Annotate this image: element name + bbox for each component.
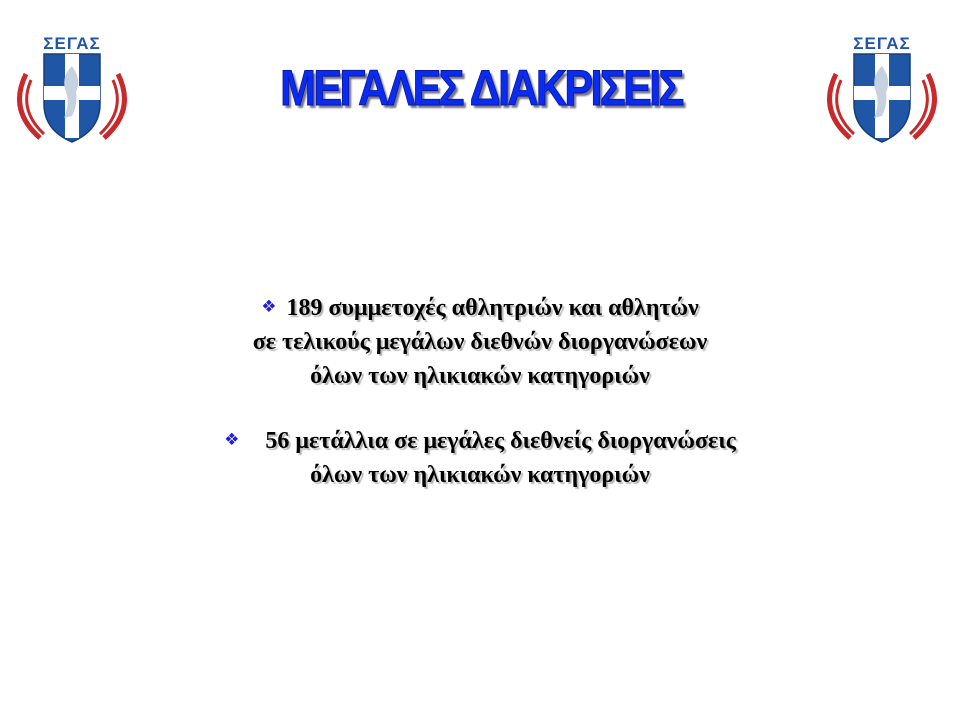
diamond-bullet-icon: ❖ xyxy=(261,297,277,317)
bullet-text: 56 μετάλλια σε μεγάλες διεθνείς διοργανώσεις xyxy=(265,428,736,454)
diamond-bullet-icon: ❖ xyxy=(224,430,240,450)
bullet-item xyxy=(0,423,960,492)
bullet-list xyxy=(0,290,960,492)
bullet-item xyxy=(0,290,960,393)
bullet-line: όλων των ηλικιακών κατηγοριών xyxy=(310,462,650,488)
bullet-text: 189 συμμετοχές αθλητριών και αθλητών xyxy=(286,295,699,321)
slide-title: ΜΕΓΑΛΕΣ ΔΙΑΚΡΙΣΕΙΣ xyxy=(280,60,682,116)
logo-text: ΣΕΓΑΣ xyxy=(43,34,101,53)
logo-text: ΣΕΓΑΣ xyxy=(853,34,911,53)
bullet-line: όλων των ηλικιακών κατηγοριών xyxy=(310,363,650,389)
bullet-line xyxy=(0,290,960,325)
bullet-line: σε τελικούς μεγάλων διεθνών διοργανώσεων xyxy=(252,329,708,355)
bullet-line xyxy=(0,423,960,458)
